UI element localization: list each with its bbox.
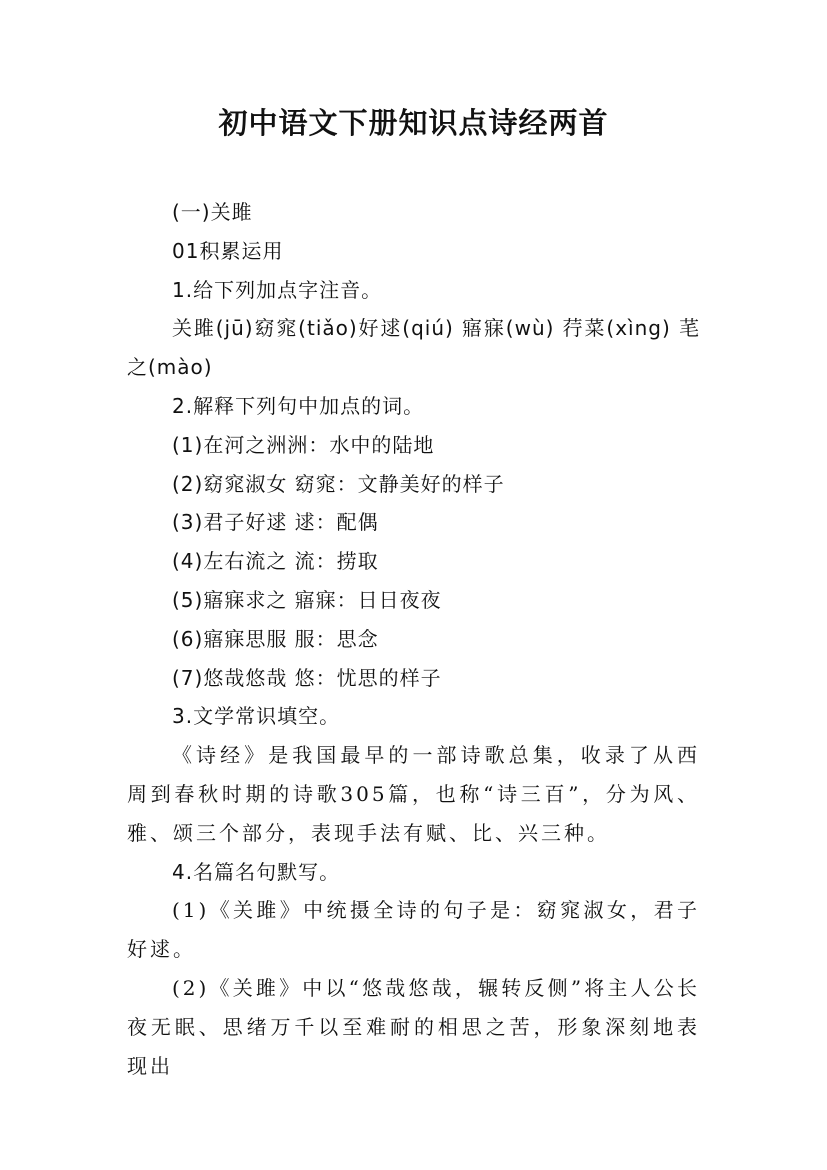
question-heading: 2.解释下列句中加点的词。 — [172, 393, 425, 418]
answer-line: (4)左右流之 流：捞取 — [172, 549, 379, 574]
subsection-heading: 01积累运用 — [172, 238, 284, 263]
recitation-answer: (2)《关雎》中以“悠哉悠哉，辗转反侧”将主人公长夜无眠、思绪万千以至难耐的相思之苦，形象深刻地表现出 — [127, 975, 700, 1078]
answer-line: (2)窈窕淑女 窈窕：文静美好的样子 — [172, 471, 505, 496]
document-title: 初中语文下册知识点诗经两首 — [218, 106, 609, 140]
answer-line: (3)君子好逑 逑：配偶 — [172, 510, 379, 535]
pinyin-line: 关雎(jū)窈窕(tiǎo)好逑(qiú) 寤寐(wù) 荇菜(xìng) 芼之(mào) — [127, 316, 700, 380]
answer-line: (5)寤寐求之 寤寐：日日夜夜 — [172, 587, 442, 612]
answer-line: (1)在河之洲洲：水中的陆地 — [172, 432, 435, 457]
question-heading: 1.给下列加点字注音。 — [172, 277, 383, 302]
answer-line: (7)悠哉悠哉 悠：忧思的样子 — [172, 665, 442, 690]
question-heading: 4.名篇名句默写。 — [172, 859, 341, 884]
question-heading: 3.文学常识填空。 — [172, 704, 341, 729]
recitation-answer: (1)《关雎》中统摄全诗的句子是：窈窕淑女，君子好逑。 — [127, 898, 700, 962]
literary-knowledge-paragraph: 《诗经》是我国最早的一部诗歌总集，收录了从西周到春秋时期的诗歌305篇，也称“诗三百”，分为风、雅、颂三个部分，表现手法有赋、比、兴三种。 — [127, 743, 700, 845]
section-heading: (一)关雎 — [172, 200, 253, 224]
document-body — [127, 193, 700, 1085]
answer-line: (6)寤寐思服 服：思念 — [172, 626, 379, 651]
